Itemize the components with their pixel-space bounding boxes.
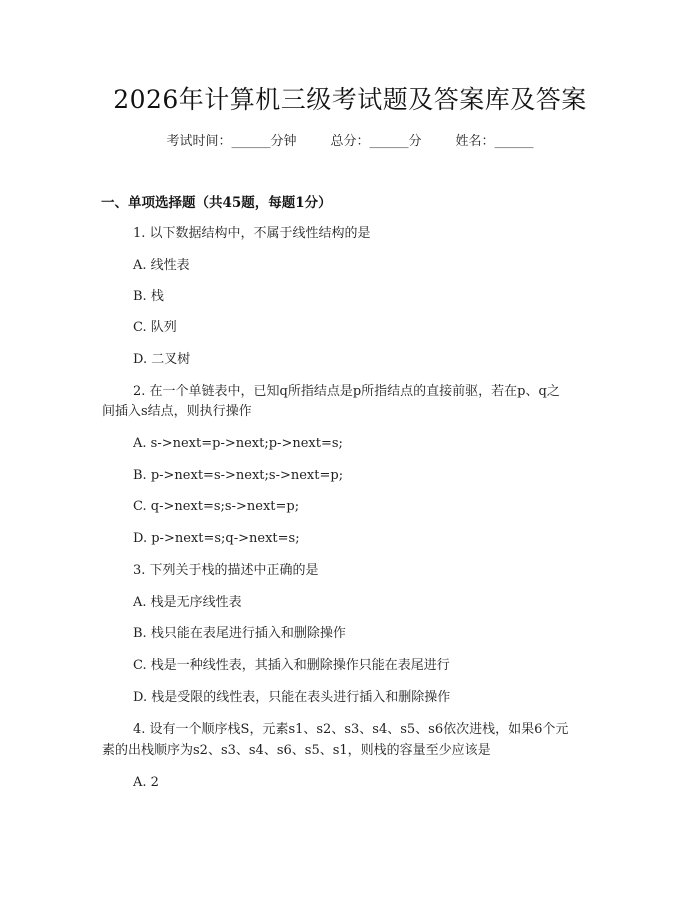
question-1-stem: 1. 以下数据结构中，不属于线性结构的是 (133, 226, 371, 241)
question-4-stem-line2: 素的出栈顺序为s2、s3、s4、s6、s5、s1，则栈的容量至少应该是 (102, 743, 491, 758)
question-4-stem-line1: 4. 设有一个顺序栈S，元素s1、s2、s3、s4、s5、s6依次进栈，如果6个元 (133, 722, 569, 737)
question-3-option-c: C. 栈是一种线性表，其插入和删除操作只能在表尾进行 (133, 658, 450, 673)
question-2-option-c: C. q->next=s;s->next=p; (133, 499, 300, 514)
question-4-option-a: A. 2 (133, 775, 159, 790)
document-title: 2026年计算机三级考试题及答案库及答案 (113, 85, 587, 114)
question-1-option-c: C. 队列 (133, 320, 177, 335)
exam-meta (0, 130, 700, 149)
question-3-option-d: D. 栈是受限的线性表，只能在表头进行插入和删除操作 (133, 690, 451, 705)
exam-time: 考试时间：______分钟 (166, 134, 297, 149)
question-2-stem-line1: 2. 在一个单链表中，已知q所指结点是p所指结点的直接前驱，若在p、q之 (133, 384, 560, 399)
question-2-stem-line2: 间插入s结点，则执行操作 (102, 404, 252, 419)
exam-name: 姓名：______ (455, 134, 534, 149)
section-heading: 一、单项选择题（共45题，每题1分） (101, 195, 332, 211)
question-3-stem: 3. 下列关于栈的描述中正确的是 (133, 563, 319, 578)
exam-total-score: 总分：______分 (330, 134, 422, 149)
question-1-option-a: A. 线性表 (133, 258, 190, 273)
question-3-option-b: B. 栈只能在表尾进行插入和删除操作 (133, 626, 346, 641)
question-2-option-a: A. s->next=p->next;p->next=s; (133, 436, 343, 451)
question-1-option-d: D. 二叉树 (133, 352, 191, 367)
question-2-option-b: B. p->next=s->next;s->next=p; (133, 468, 344, 483)
question-2-option-d: D. p->next=s;q->next=s; (133, 531, 300, 546)
question-3-option-a: A. 栈是无序线性表 (133, 595, 242, 610)
question-1-option-b: B. 栈 (133, 289, 164, 304)
